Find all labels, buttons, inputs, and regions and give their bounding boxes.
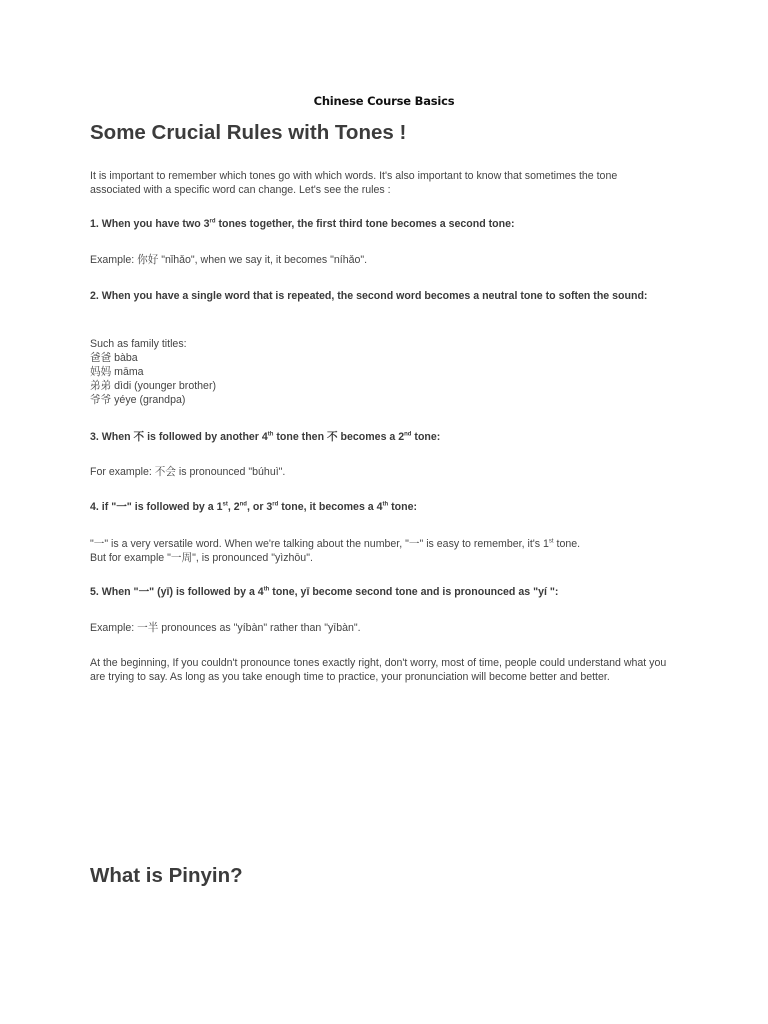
rule-4-line-1-end: tone. xyxy=(553,538,581,550)
rule-1-text: 1. When you have two 3 xyxy=(90,218,210,230)
section-heading-pinyin: What is Pinyin? xyxy=(90,864,243,887)
rule-4-superscript: th xyxy=(382,501,389,508)
rule-4-superscript: st xyxy=(222,501,228,508)
rule-4-text: tone, it becomes a 4 xyxy=(278,501,383,513)
rule-1-example: Example: 你好 "nǐhǎo", when we say it, it becomes "níhǎo". xyxy=(90,254,368,266)
rule-3-example: For example: 不会 is pronounced "búhuì". xyxy=(90,466,286,478)
rule-2-line: 妈妈 māma xyxy=(90,366,144,378)
rule-3-text-end: tone: xyxy=(411,431,441,443)
rule-5-text: 5. When "一" (yī) is followed by a 4 xyxy=(90,586,264,598)
intro-paragraph: It is important to remember which tones go with which words. It's also important to know that sometimes the tone associated with a specific word can change. Let's see the rules : xyxy=(90,170,618,196)
rule-2-line: Such as family titles: xyxy=(90,338,187,350)
rule-3-title xyxy=(90,430,670,444)
rule-4-text: , 2 xyxy=(227,501,240,513)
rule-4-superscript: rd xyxy=(272,501,279,508)
rule-5-text-end: tone, yī become second tone and is pronounced as "yí ": xyxy=(269,586,559,598)
closing-paragraph: At the beginning, If you couldn't pronounce tones exactly right, don't worry, most of time, people could understand what you are trying to say. As long as you take enough time to practice, your pronunciation will become better and better. xyxy=(90,657,667,683)
section-heading-tone-rules: Some Crucial Rules with Tones ! xyxy=(90,121,407,144)
rule-4-text: , or 3 xyxy=(246,501,273,513)
rule-1-superscript: rd xyxy=(209,218,216,225)
rule-2-title: 2. When you have a single word that is repeated, the second word becomes a neutral tone to soften the sound: xyxy=(90,290,648,302)
rule-1-title xyxy=(90,217,670,231)
rule-4-title xyxy=(90,500,670,514)
rule-5-title xyxy=(90,585,670,599)
rule-2-examples xyxy=(90,337,670,407)
rule-4-line-1-text: "一" is a very versatile word. When we're talking about the number, "一" is easy to remember, it's 1 xyxy=(90,538,549,550)
rule-4-line-1-superscript: st xyxy=(548,538,554,545)
rule-3-superscript: nd xyxy=(404,431,412,438)
rule-3-superscript: th xyxy=(267,431,274,438)
rule-4-text: 4. if "一" is followed by a 1 xyxy=(90,501,223,513)
rule-4-explanation xyxy=(90,537,670,565)
rule-2-line: 爸爸 bàba xyxy=(90,352,138,364)
rule-2-line: 爷爷 yéye (grandpa) xyxy=(90,394,186,406)
rule-5-superscript: th xyxy=(263,586,270,593)
rule-2-line: 弟弟 dìdi (younger brother) xyxy=(90,380,217,392)
rule-4-superscript: nd xyxy=(239,501,247,508)
rule-5-example: Example: 一半 pronounces as "yíbàn" rather than "yībàn". xyxy=(90,622,361,634)
rule-4-line-1 xyxy=(90,537,670,551)
rule-3-text: 3. When 不 is followed by another 4 xyxy=(90,431,268,443)
rule-4-line-2: But for example "一周", is pronounced "yìzhōu". xyxy=(90,552,313,564)
rule-4-text-end: tone: xyxy=(388,501,418,513)
rule-3-text-mid: tone then 不 becomes a 2 xyxy=(273,431,405,443)
rule-1-text-end: tones together, the first third tone becomes a second tone: xyxy=(215,218,515,230)
page-header-title: Chinese Course Basics xyxy=(313,94,455,108)
